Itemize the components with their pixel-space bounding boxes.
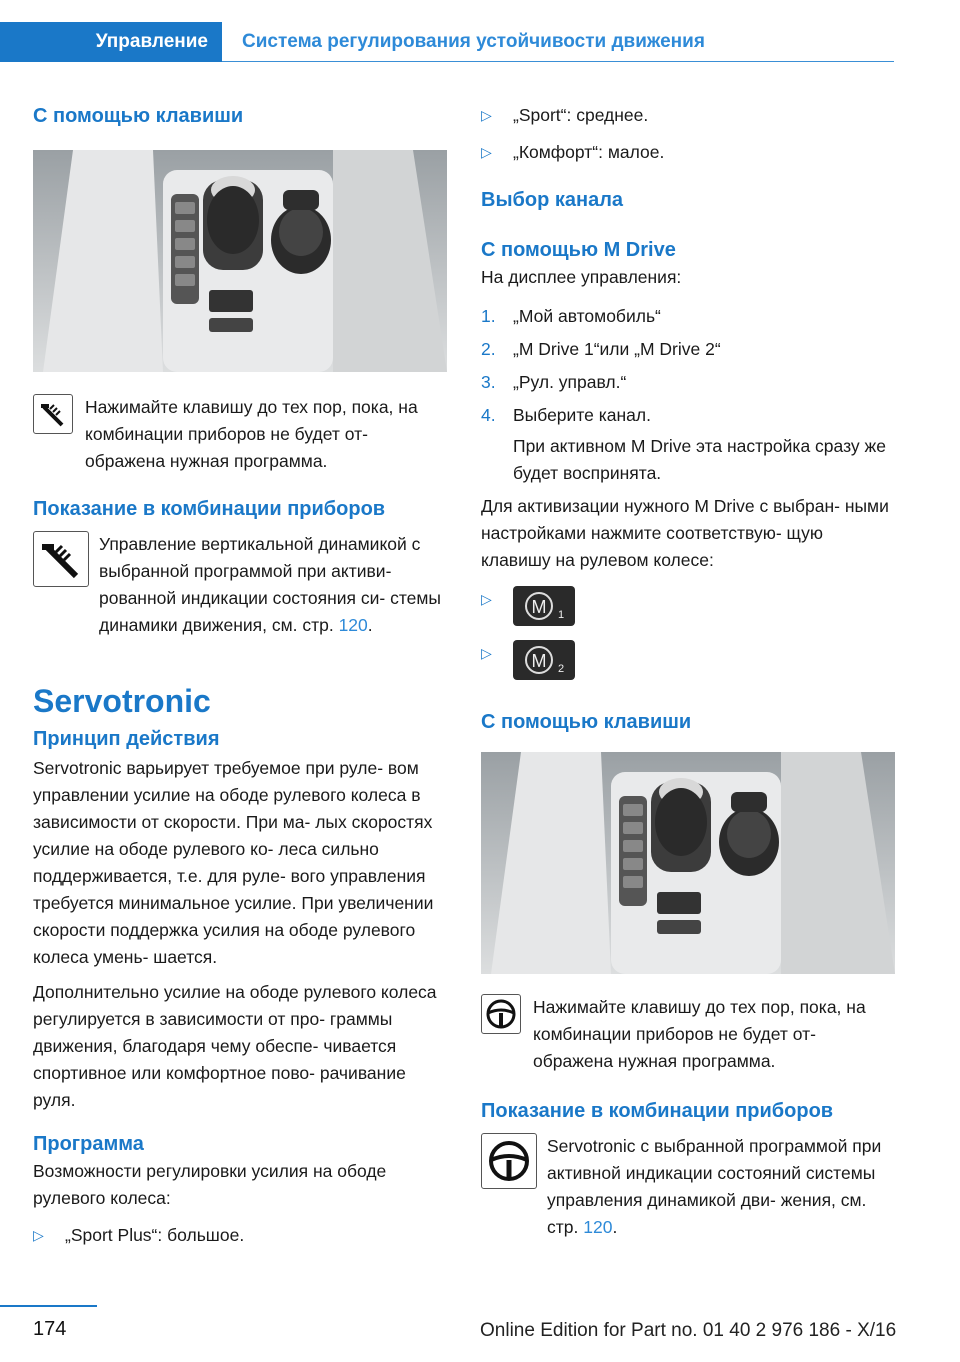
list-item bbox=[481, 303, 895, 330]
steps-list bbox=[481, 303, 895, 487]
page-number: 174 bbox=[33, 1318, 67, 1340]
bullet-triangle-icon: ▷ bbox=[481, 144, 492, 160]
press-button-text-1: Нажимайте клавишу до тех пор, пока, на комбинации приборов не будет от‐ ображена нужная программа. bbox=[85, 397, 418, 471]
heading-cluster-2: Показание в комбинации приборов bbox=[481, 1100, 834, 1122]
header-chapter-title[interactable]: Система регулирования устойчивости движения bbox=[242, 31, 705, 52]
cluster-text-1-end: . bbox=[367, 615, 373, 635]
step-number: 1. bbox=[481, 306, 496, 326]
m1-button[interactable] bbox=[513, 586, 575, 626]
heading-cluster-1: Показание в комбинации приборов bbox=[33, 498, 386, 520]
heading-channel: Выбор канала bbox=[481, 189, 624, 211]
principle-paragraph-2: Дополнительно усилие на ободе рулевого колеса регулируется в зависимости от про‐ граммы движения, благодаря чему обеспе‐ чивается спортивное или комфортное пово‐ рачивание руля. bbox=[33, 982, 437, 1110]
vertical-dynamics-cluster-icon bbox=[33, 531, 89, 587]
page-header bbox=[0, 22, 894, 62]
heading-with-button-1: С помощью клавиши bbox=[33, 105, 244, 127]
principle-paragraph-1: Servotronic варьирует требуемое при руле‐ вом управлении усилие на ободе рулевого колеса в зависимости от скорости. При ма‐ лых скоростях усилие на ободе рулевого ко‐ леса сильно поддерживается, т.е. для руле‐ вого управления требуется минимальное усилие. При увеличении скорости поддержка усилия на ободе рулевого колеса умень‐ шается. bbox=[33, 758, 434, 967]
program-item-sport: „Sport“: среднее. bbox=[513, 105, 649, 125]
steering-wheel-icon bbox=[481, 994, 521, 1034]
cluster-paragraph-2 bbox=[481, 1133, 895, 1241]
step-text: „Рул. управл.“ bbox=[513, 372, 627, 392]
mdrive-intro: На дисплее управления: bbox=[481, 267, 682, 287]
program-item-sport-plus: „Sport Plus“: большое. bbox=[65, 1225, 245, 1245]
step4-note: При активном M Drive эта настройка сразу же будет воспринята. bbox=[513, 436, 886, 483]
bullet-triangle-icon: ▷ bbox=[481, 591, 492, 607]
bullet-triangle-icon: ▷ bbox=[33, 1227, 44, 1243]
header-section-tab[interactable]: Управление bbox=[0, 22, 222, 62]
list-item bbox=[481, 402, 895, 429]
heading-with-button-2: С помощью клавиши bbox=[481, 711, 692, 733]
cluster-paragraph-1 bbox=[33, 531, 447, 639]
step-text: „Мой автомобиль“ bbox=[513, 306, 661, 326]
m2-button[interactable] bbox=[513, 640, 575, 680]
center-console-image bbox=[481, 752, 895, 974]
heading-principle: Принцип действия bbox=[33, 728, 220, 750]
m1-label: M bbox=[531, 597, 547, 617]
press-button-paragraph-1 bbox=[33, 394, 447, 475]
press-button-paragraph-2 bbox=[481, 994, 895, 1075]
center-console-image bbox=[33, 150, 447, 372]
list-item bbox=[481, 640, 895, 682]
list-item bbox=[481, 139, 895, 166]
m2-label: M bbox=[531, 651, 547, 671]
step-number: 4. bbox=[481, 405, 496, 425]
step-text: Выберите канал. bbox=[513, 405, 651, 425]
activate-paragraph: Для активизации нужного M Drive с выбран‐ ными настройками нажмите соответствую‐ щую клавишу на рулевом колесе: bbox=[481, 496, 889, 570]
cluster-text-2: Servotronic с выбранной программой при активной индикации состояний системы управления динамикой дви‐ жения, см. стр. bbox=[547, 1136, 882, 1237]
list-item bbox=[481, 369, 895, 396]
steering-wheel-cluster-icon bbox=[481, 1133, 537, 1189]
cluster-text-1: Управление вертикальной динамикой с выбранной программой при активи‐ рованной индикации состояния си‐ стемы динамики движения, см. стр. bbox=[99, 534, 441, 635]
m2-sub: 2 bbox=[558, 663, 565, 675]
list-item bbox=[33, 1222, 447, 1249]
program-item-comfort: „Комфорт“: малое. bbox=[513, 142, 665, 162]
m1-sub: 1 bbox=[558, 609, 565, 621]
step-text: „M Drive 1“или „M Drive 2“ bbox=[513, 339, 721, 359]
edition-text: Online Edition for Part no. 01 40 2 976 186 - X/16 bbox=[480, 1320, 897, 1341]
program-intro: Возможности регулировки усилия на ободе рулевого колеса: bbox=[33, 1161, 387, 1208]
step-number: 3. bbox=[481, 372, 496, 392]
bullet-triangle-icon: ▷ bbox=[481, 107, 492, 123]
step-number: 2. bbox=[481, 339, 496, 359]
heading-servotronic: Servotronic bbox=[33, 683, 211, 719]
heading-mdrive: С помощью M Drive bbox=[481, 239, 676, 261]
page-link-120-right[interactable]: 120 bbox=[583, 1217, 613, 1237]
vertical-dynamics-icon bbox=[33, 394, 73, 434]
right-column bbox=[481, 96, 895, 1241]
bullet-triangle-icon: ▷ bbox=[481, 645, 492, 661]
console-photo-1 bbox=[33, 150, 447, 372]
list-item bbox=[481, 102, 895, 129]
page-link-120-left[interactable]: 120 bbox=[338, 615, 368, 635]
list-item bbox=[481, 586, 895, 628]
list-item bbox=[481, 336, 895, 363]
press-button-text-2: Нажимайте клавишу до тех пор, пока, на комбинации приборов не будет от‐ ображена нужная программа. bbox=[533, 997, 866, 1071]
cluster-text-2-end: . bbox=[612, 1217, 618, 1237]
heading-program: Программа bbox=[33, 1133, 144, 1155]
console-photo-2 bbox=[481, 752, 895, 974]
footer-accent-line bbox=[0, 1305, 97, 1307]
left-column bbox=[33, 96, 447, 1249]
